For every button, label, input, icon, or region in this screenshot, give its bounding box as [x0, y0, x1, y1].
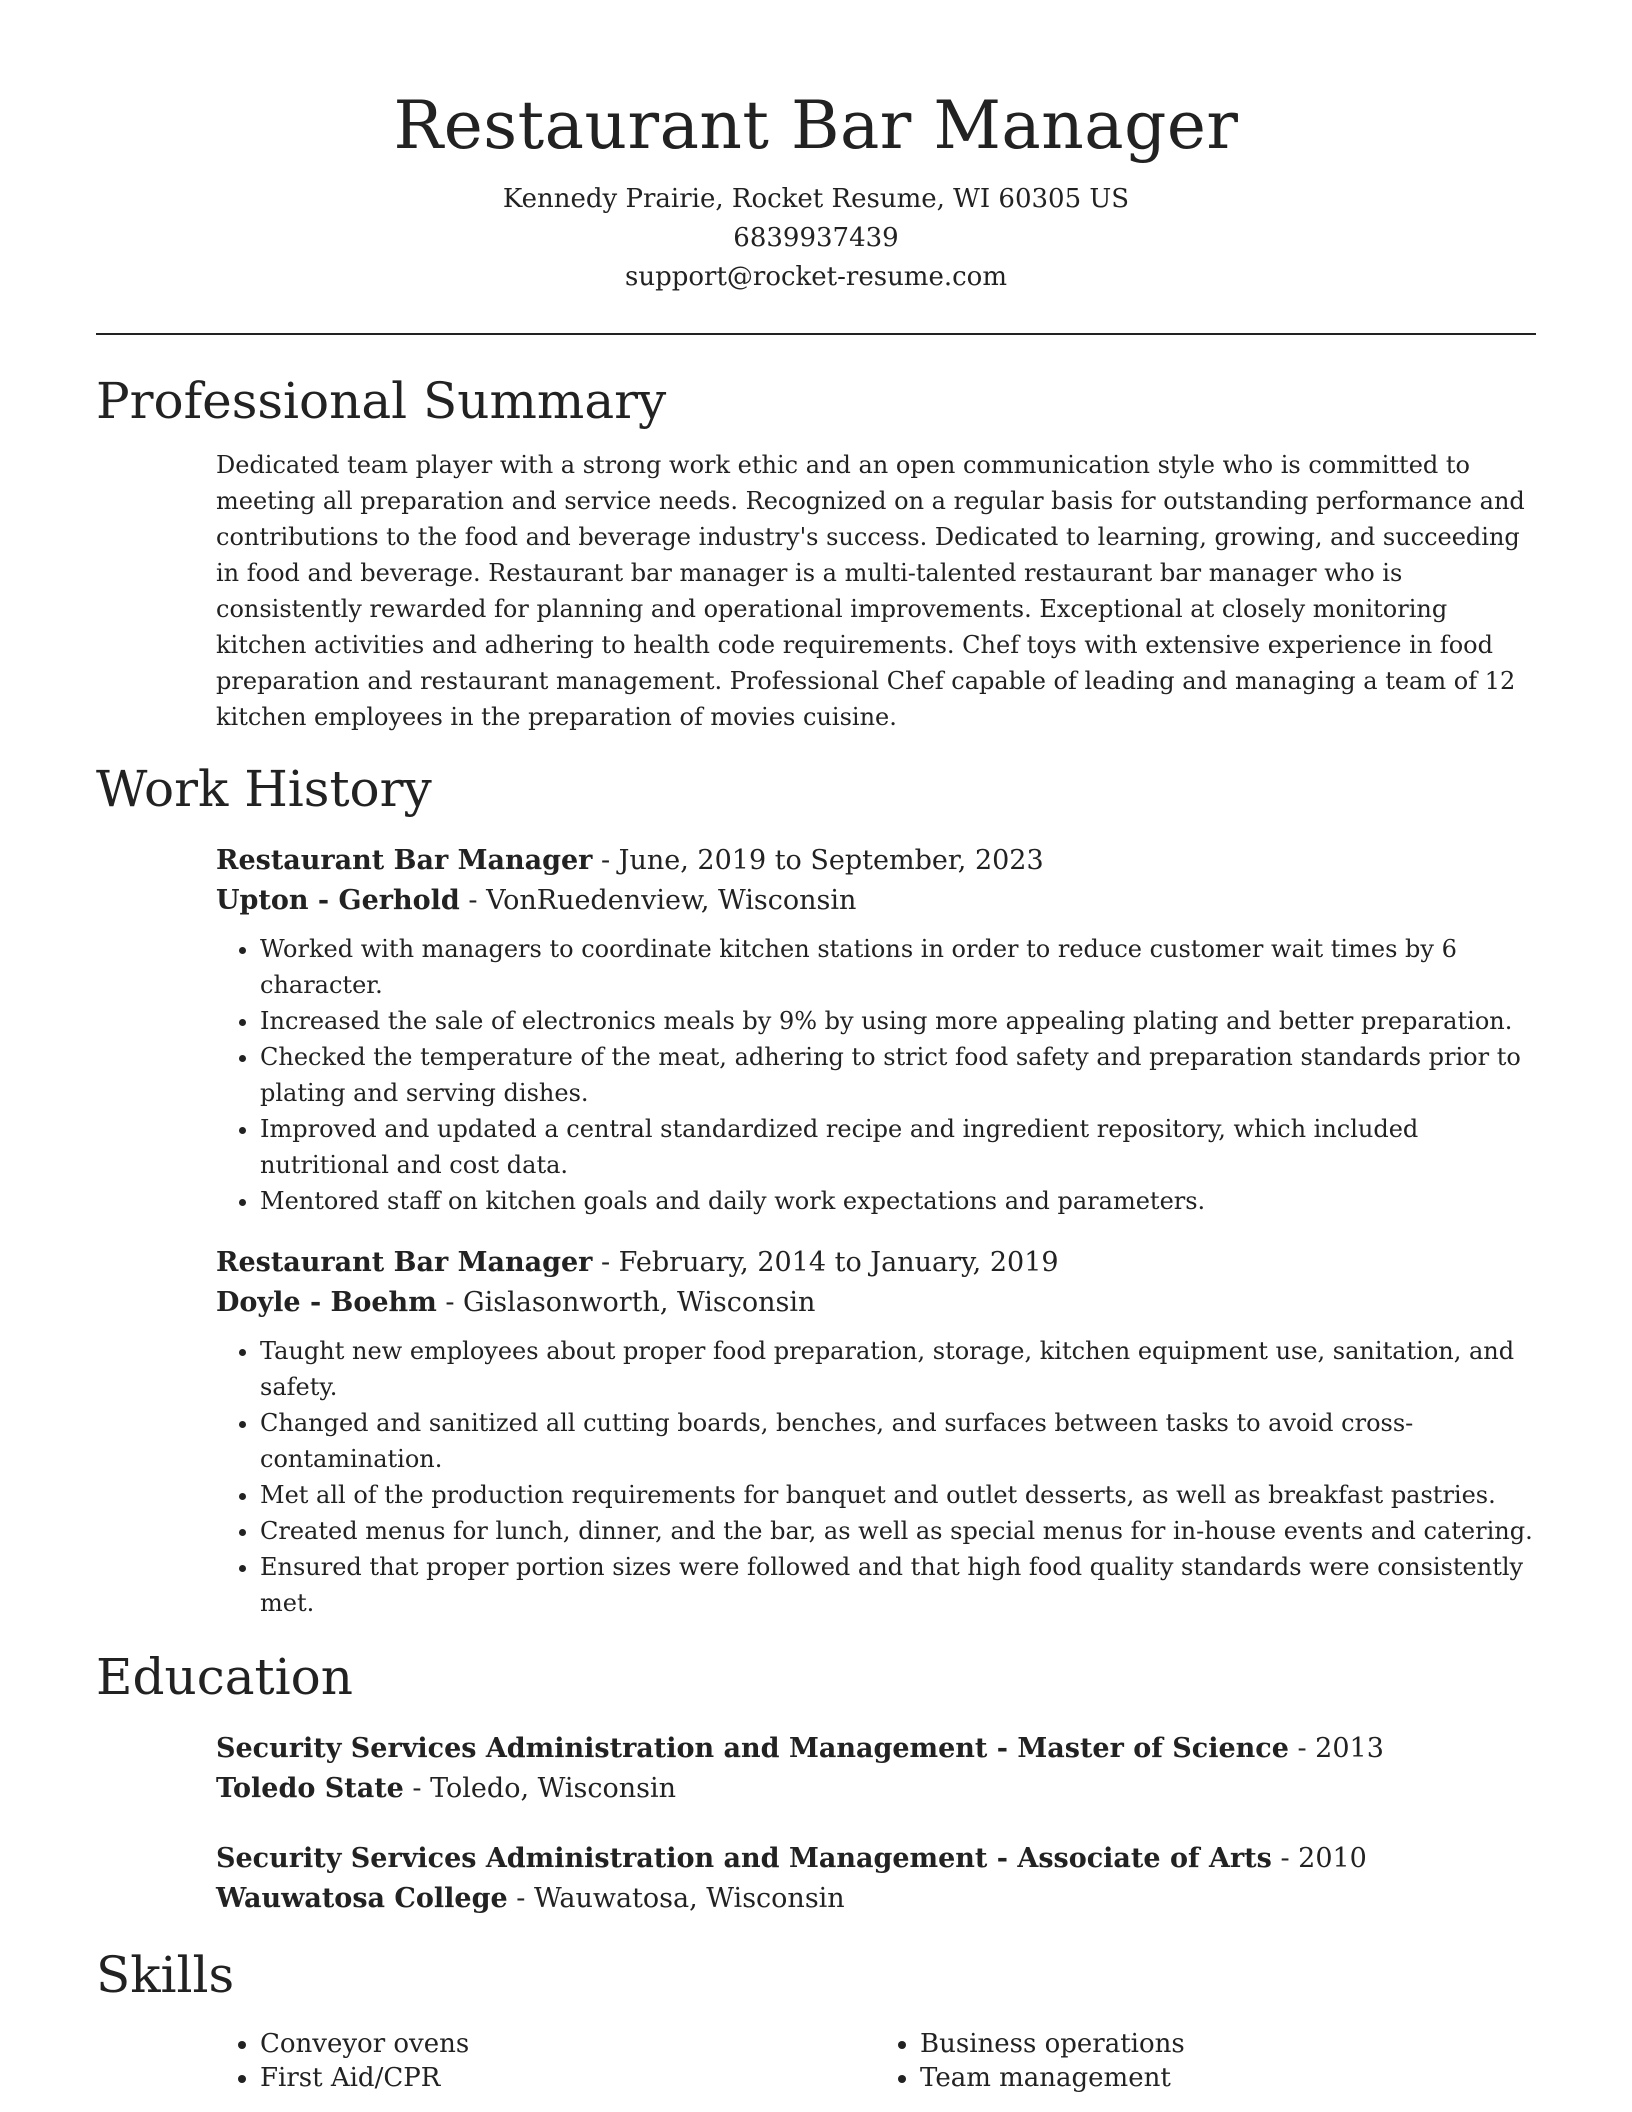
list-item: • Met all of the production requirements for banquet and outlet desserts, as well as breakfast pastries.	[260, 1477, 1536, 1513]
job-location: - VonRuedenview, Wisconsin	[459, 885, 857, 916]
list-item: • Worked with managers to coordinate kitchen stations in order to reduce customer wait times by 6 character.	[260, 931, 1536, 1003]
address-line: Kennedy Prairie, Rocket Resume, WI 60305 US	[502, 184, 1130, 214]
job-dates: - June, 2019 to September, 2023	[592, 845, 1044, 876]
school-location: - Wauwatosa, Wisconsin	[507, 1883, 845, 1914]
candidate-name: Restaurant Bar Manager	[393, 87, 1239, 164]
job-company: Upton - Gerhold	[216, 885, 460, 916]
email-address: support@rocket-resume.com	[624, 262, 1007, 292]
job-entry	[216, 841, 1536, 1219]
job-title-line	[216, 841, 1536, 881]
summary-heading: Professional Summary	[96, 372, 667, 430]
job-location: - Gislasonworth, Wisconsin	[436, 1287, 816, 1318]
phone-number: 6839937439	[733, 223, 899, 253]
education-entry	[216, 1729, 1536, 1809]
list-item: • Increased the sale of electronics meals by 9% by using more appealing plating and better preparation.	[260, 1003, 1536, 1039]
job-company-line	[216, 1283, 1536, 1323]
summary-section	[96, 369, 1536, 735]
degree-name: Security Services Administration and Management - Associate of Arts	[216, 1843, 1272, 1874]
list-item: • Created menus for lunch, dinner, and the bar, as well as special menus for in-house events and catering.	[260, 1513, 1536, 1549]
degree-name: Security Services Administration and Management - Master of Science	[216, 1733, 1289, 1764]
job-bullets	[216, 931, 1536, 1219]
job-role: Restaurant Bar Manager	[216, 845, 593, 876]
school-name: Wauwatosa College	[216, 1883, 508, 1914]
job-title-line	[216, 1243, 1536, 1283]
skill-item: • Business operations	[920, 2027, 1536, 2061]
education-entry	[216, 1839, 1536, 1919]
education-section	[96, 1645, 1536, 1919]
school-line	[216, 1769, 1536, 1809]
job-role: Restaurant Bar Manager	[216, 1247, 593, 1278]
job-entry	[216, 1243, 1536, 1621]
job-bullets	[216, 1333, 1536, 1621]
list-item: • Changed and sanitized all cutting boards, benches, and surfaces between tasks to avoid cross-contamination.	[260, 1405, 1536, 1477]
school-location: - Toledo, Wisconsin	[403, 1773, 677, 1804]
list-item: • Checked the temperature of the meat, adhering to strict food safety and preparation standards prior to plating and serving dishes.	[260, 1039, 1536, 1111]
school-name: Toledo State	[216, 1773, 404, 1804]
list-item: • Improved and updated a central standardized recipe and ingredient repository, which included nutritional and cost data.	[260, 1111, 1536, 1183]
resume-page	[96, 0, 1536, 2095]
skill-item: • First Aid/CPR	[260, 2061, 876, 2095]
work-history-heading: Work History	[96, 760, 432, 818]
summary-body	[216, 447, 1536, 735]
skill-item: • Conveyor ovens	[260, 2027, 876, 2061]
degree-line	[216, 1839, 1536, 1879]
skills-column-left	[216, 2027, 876, 2095]
education-heading: Education	[96, 1648, 353, 1706]
job-dates: - February, 2014 to January, 2019	[592, 1247, 1059, 1278]
list-item: • Taught new employees about proper food preparation, storage, kitchen equipment use, sanitation, and safety.	[260, 1333, 1536, 1405]
list-item: • Ensured that proper portion sizes were followed and that high food quality standards were consistently met.	[260, 1549, 1536, 1621]
degree-line	[216, 1729, 1536, 1769]
job-company-line	[216, 881, 1536, 921]
work-history-section	[96, 757, 1536, 1621]
skills-section	[96, 1943, 1536, 2095]
header-divider	[96, 333, 1536, 335]
job-company: Doyle - Boehm	[216, 1287, 437, 1318]
skills-heading: Skills	[96, 1946, 235, 2004]
skill-item: • Team management	[920, 2061, 1536, 2095]
list-item: • Mentored staff on kitchen goals and daily work expectations and parameters.	[260, 1183, 1536, 1219]
skills-column-right	[876, 2027, 1536, 2095]
summary-text: Dedicated team player with a strong work ethic and an open communication style who is committed to meeting all preparation and service needs. Recognized on a regular basis for outstanding performance and contributions to the food and beverage industry's success. Dedicated to learning, growing, and succeeding in food and beverage. Restaurant bar manager is a multi-talented restaurant bar manager who is consistently rewarded for planning and operational improvements. Exceptional at closely monitoring kitchen activities and adhering to health code requirements. Chef toys with extensive experience in food preparation and restaurant management. Professional Chef capable of leading and managing a team of 12 kitchen employees in the preparation of movies cuisine.	[216, 451, 1525, 731]
school-line	[216, 1879, 1536, 1919]
resume-header	[96, 0, 1536, 297]
skills-grid	[216, 2027, 1536, 2095]
degree-year: - 2010	[1271, 1843, 1367, 1874]
degree-year: - 2013	[1288, 1733, 1384, 1764]
